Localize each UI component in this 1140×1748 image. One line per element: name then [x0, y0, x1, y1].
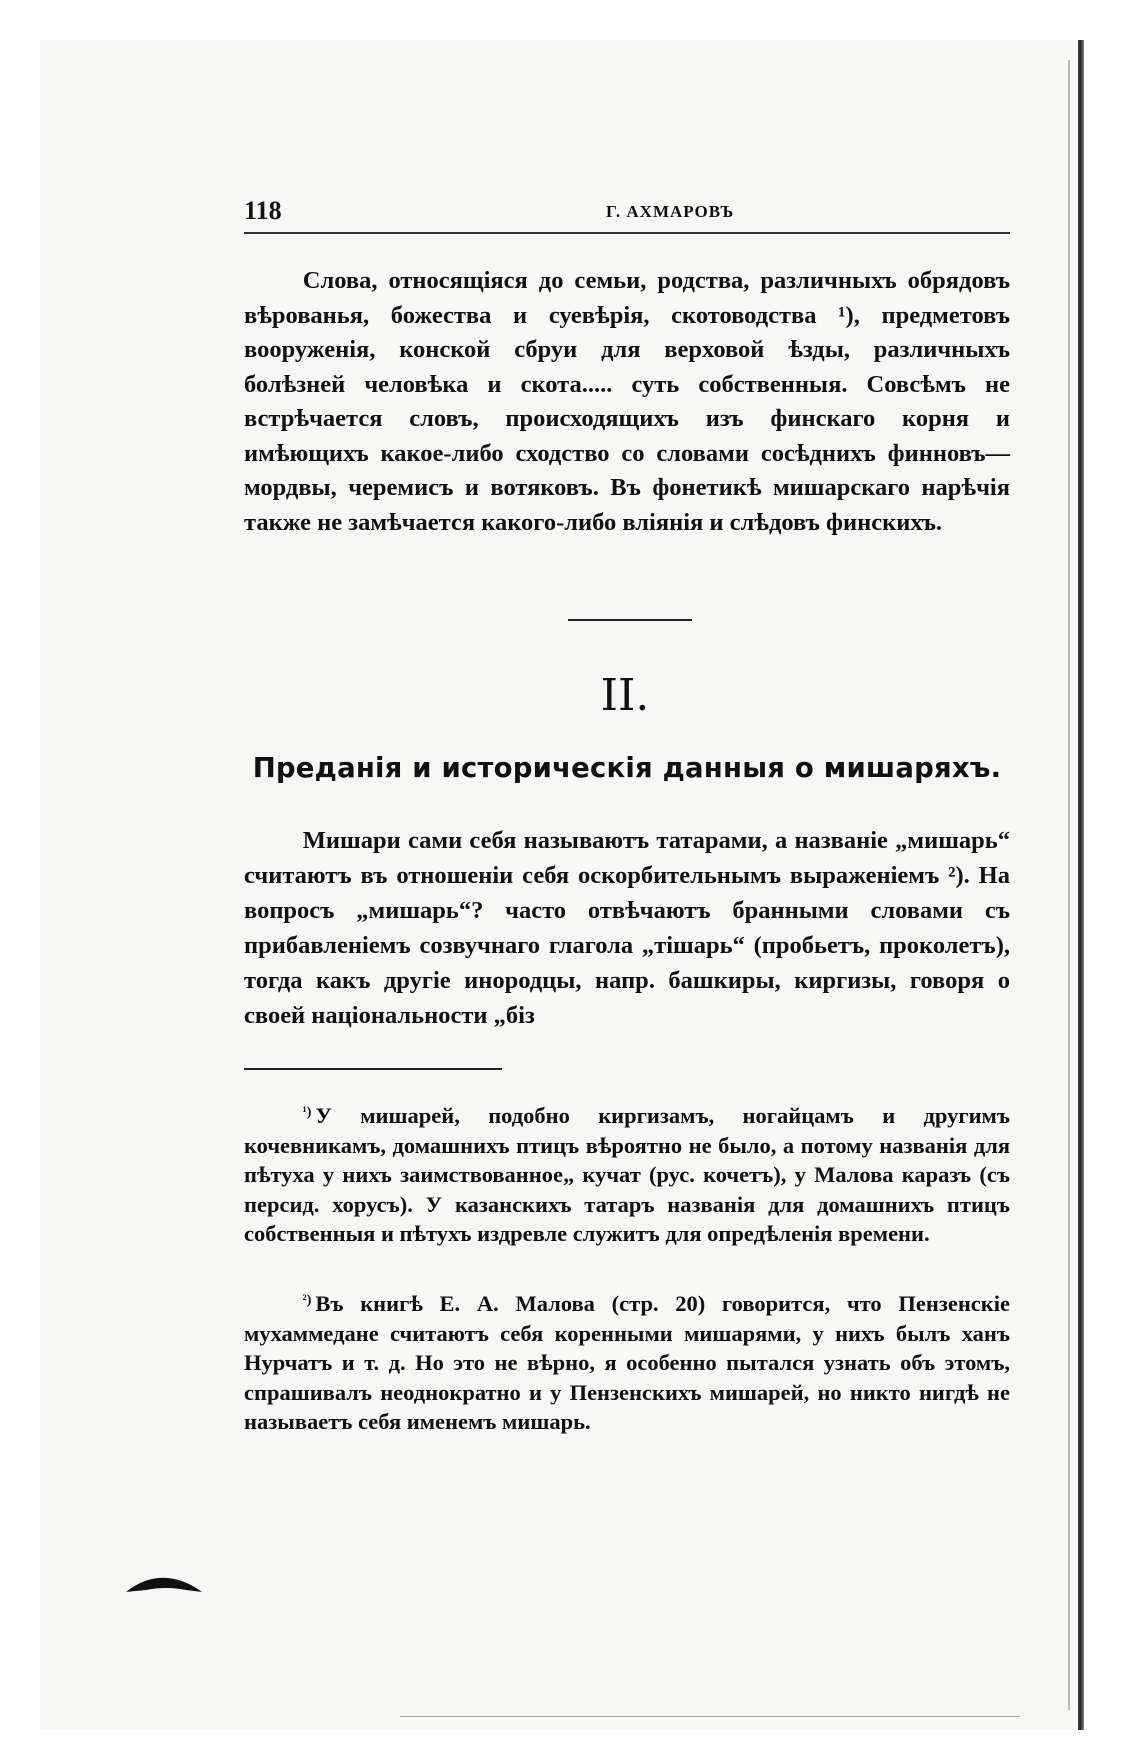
page-edge-shadow: [1068, 60, 1070, 1710]
header-rule: [244, 232, 1010, 234]
book-spine-edge: [1078, 40, 1084, 1730]
footnote-text: У мишарей, подобно киргизамъ, ногайцамъ и другимъ кочевникамъ, домашнихъ птицъ вѣроятно не было, а потому названія для пѣтуха у нихъ заимствованное„ кучат (рус. кочетъ), у Малова каразъ (съ персид. хорусъ). У казанскихъ татаръ названія для домашнихъ птицъ собственныя и пѣтухъ издревле служитъ для опредѣленія времени.: [244, 1103, 1010, 1246]
footnote-1: [244, 1098, 1010, 1249]
footnote-text: Въ книгѣ Е. А. Малова (стр. 20) говорится, что Пензенскіе мухаммедане считаютъ себя коренными мишарями, у нихъ былъ ханъ Нурчатъ и т. д. Но это не вѣрно, я особенно пытался узнать объ этомъ, спрашивалъ неоднократно и у Пензенскихъ мишарей, но никто нигдѣ не называетъ себя именемъ мишарь.: [244, 1291, 1010, 1434]
page-smudge-mark: [126, 1570, 202, 1596]
page-header: [244, 196, 1010, 236]
page-bottom-line: [400, 1716, 1020, 1717]
section-title: Преданія и историческія данныя о мишаряхъ.: [252, 752, 1002, 784]
footnote-marker: ²): [302, 1293, 312, 1308]
footnote-rule: [244, 1068, 502, 1070]
paragraph-2: Мишари сами себя называютъ татарами, а названіе „мишарь“ считаютъ въ отношеніи себя оскорбительнымъ выраженіемъ ²). На вопросъ „мишарь“? часто отвѣчаютъ бранными словами съ прибавленіемъ созвучнаго глагола „тішарь“ (пробьетъ, проколетъ), тогда какъ другіе инородцы, напр. башкиры, киргизы, говоря о своей національности „біз: [244, 827, 1010, 1029]
running-title: Г. АХМАРОВЪ: [606, 202, 735, 221]
footnote-marker: ¹): [302, 1105, 312, 1120]
page-number: 118: [244, 196, 282, 225]
paragraph-1: Слова, относящіяся до семьи, родства, различныхъ обрядовъ вѣрованья, божества и суевѣрія, скотоводства ¹), предметовъ вооруженія, конской сбруи для верховой ѣзды, различныхъ болѣзней человѣка и скота..... суть собственныя. Совсѣмъ не встрѣчается словъ, происходящихъ изъ финскаго корня и имѣющихъ какое-либо сходство со словами сосѣднихъ финновъ—мордвы, черемисъ и вотяковъ. Въ фонетикѣ мишарскаго нарѣчія также не замѣчается какого-либо вліянія и слѣдовъ финскихъ.: [244, 267, 1010, 536]
footnote-2: [244, 1286, 1010, 1437]
section-separator: [568, 619, 692, 621]
section-number: II.: [600, 670, 650, 721]
